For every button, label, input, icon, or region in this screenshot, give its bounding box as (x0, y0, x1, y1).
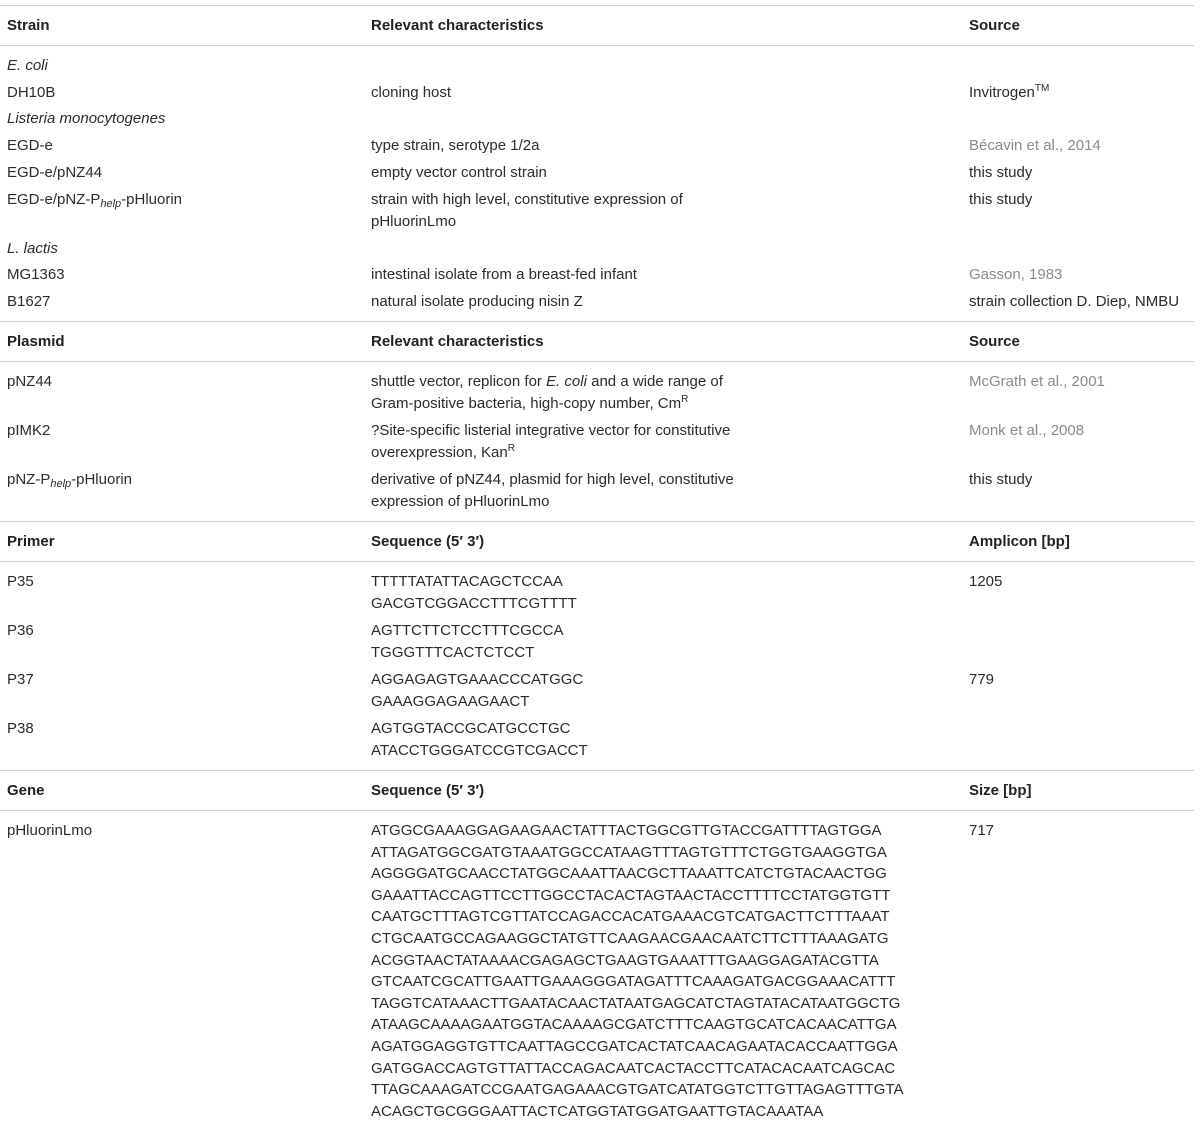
primer-sequence-line-1: TTTTTATATTACAGCTCCAA (371, 573, 563, 590)
name-sub: help (100, 198, 122, 210)
header-source: Source (969, 333, 1020, 350)
group-listeria: Listeria monocytogenes (7, 110, 166, 127)
strain-description: cloning host (371, 84, 452, 101)
reference-link[interactable]: Monk et al., 2008 (969, 422, 1085, 439)
rule (0, 521, 1194, 522)
primer-name: P36 (7, 622, 34, 639)
strain-description: empty vector control strain (371, 164, 547, 181)
strain-source: this study (969, 164, 1033, 181)
resistance-sup: R (681, 394, 689, 405)
sequence-line: GTCAATCGCATTGAATTGAAAGGGATAGATTTCAAAGATGACGGAAACATTT (371, 973, 896, 991)
header-plasmid: Plasmid (7, 333, 65, 350)
strain-description: intestinal isolate from a breast-fed infant (371, 266, 637, 283)
desc-text: Gram-positive bacteria, high-copy number, Cm (371, 395, 682, 412)
plasmid-source: this study (969, 471, 1033, 488)
header-sequence: Sequence (5′ 3′) (371, 533, 485, 550)
header-strain: Strain (7, 17, 50, 34)
sequence-line: TAGGTCATAAACTTGAATACAACTATAATGAGCATCTAGTATACATAATGGCTG (371, 994, 901, 1012)
plasmid-description-line-1 (371, 371, 723, 393)
strain-description-line-2: pHluorinLmo (371, 213, 457, 230)
rule (0, 561, 1194, 562)
reference-link[interactable]: McGrath et al., 2001 (969, 373, 1105, 390)
sequence-line: AGATGGAGGTGTTCAATTAGCCGATCACTATCAACAGAATACACCAATTGGA (371, 1037, 898, 1055)
header-source: Source (969, 17, 1020, 34)
sequence-line: GATGGACCAGTGTTATTACCAGACAATCACTACCTTCATACACAATCAGCAC (371, 1059, 896, 1077)
primer-name: P37 (7, 671, 34, 688)
strain-name: EGD-e/pNZ44 (7, 164, 103, 181)
plasmid-name (7, 469, 132, 491)
strain-name: MG1363 (7, 266, 65, 283)
gene-name: pHluorinLmo (7, 822, 93, 839)
primer-sequence-line-2: GAAAGGAGAAGAACT (371, 693, 530, 710)
sequence-line: TTAGCAAAGATCCGAATGAGAAACGTGATCATATGGTCTTGTTAGAGTTTGTA (371, 1081, 904, 1099)
primer-name: P35 (7, 573, 34, 590)
sequence-line: AGGGGATGCAACCTATGGCAAATTAACGCTTAAATTCATCTGTACAACTGG (371, 865, 887, 883)
header-relevant-characteristics: Relevant characteristics (371, 17, 544, 34)
header-relevant-characteristics: Relevant characteristics (371, 333, 544, 350)
primer-amplicon: 1205 (969, 573, 1003, 590)
primer-sequence-line-1: AGTGGTACCGCATGCCTGC (371, 720, 571, 737)
rule (0, 5, 1194, 6)
sequence-line: ACGGTAACTATAAAACGAGAGCTGAAGTGAAATTTGAAGGAGATACGTTA (371, 951, 879, 969)
sequence-line: CAATGCTTTAGTCGTTATCCAGACCACATGAAACGTCATGACTTCTTTAAAT (371, 908, 890, 926)
desc-post: and a wide range of (586, 373, 723, 390)
sequence-line: ATAAGCAAAAGAATGGTACAAAAGCGATCTTTCAAGTGCATCACAACATTGA (371, 1016, 897, 1034)
strain-source: strain collection D. Diep, NMBU (969, 293, 1180, 310)
rule (0, 361, 1194, 362)
sequence-line: ATTAGATGGCGATGTAAATGGCCATAAGTTTAGTGTTTCTGGTGAAGGTGA (371, 843, 887, 861)
header-size: Size [bp] (969, 782, 1032, 799)
primer-sequence-line-2: ATACCTGGGATCCGTCGACCT (371, 742, 588, 759)
header-amplicon: Amplicon [bp] (969, 533, 1070, 550)
group-ecoli: E. coli (7, 57, 48, 74)
group-lactis: L. lactis (7, 240, 58, 257)
plasmid-description-line-2: expression of pHluorinLmo (371, 493, 550, 510)
name-pre: EGD-e/pNZ-P (7, 191, 101, 208)
trademark-sup: TM (1034, 83, 1050, 94)
resistance-sup: R (507, 443, 515, 454)
name-post: -pHluorin (71, 471, 132, 488)
name-sub: help (50, 478, 72, 490)
plasmid-description-line-2 (371, 393, 688, 415)
rule (0, 770, 1194, 771)
sequence-line: ACAGCTGCGGGAATTACTCATGGTATGGATGAATTGTACAAATAA (371, 1102, 824, 1120)
name-post: -pHluorin (121, 191, 183, 208)
header-primer: Primer (7, 533, 55, 550)
strain-name: EGD-e (7, 137, 53, 154)
primer-amplicon: 779 (969, 671, 995, 688)
primer-sequence-line-1: AGTTCTTCTCCTTTCGCCA (371, 622, 564, 639)
source-text: Invitrogen (969, 84, 1035, 101)
strain-source: this study (969, 191, 1033, 208)
strain-name: DH10B (7, 84, 56, 101)
desc-ital: E. coli (546, 373, 587, 390)
plasmid-name: pNZ44 (7, 373, 53, 390)
desc-text: overexpression, Kan (371, 444, 508, 461)
sequence-line: GAAATTACCAGTTCCTTGGCCTACACTAGTAACTACCTTTTCCTATGGTGTT (371, 886, 891, 904)
rule (0, 321, 1194, 322)
gene-size: 717 (969, 822, 995, 839)
header-gene: Gene (7, 782, 45, 799)
plasmid-description-line-2 (371, 442, 515, 464)
reference-link[interactable]: Bécavin et al., 2014 (969, 137, 1101, 154)
primer-name: P38 (7, 720, 34, 737)
strain-name (7, 189, 182, 211)
header-sequence: Sequence (5′ 3′) (371, 782, 485, 799)
strain-source (969, 82, 1049, 104)
reference-link[interactable]: Gasson, 1983 (969, 266, 1063, 283)
plasmid-name: pIMK2 (7, 422, 51, 439)
strain-description: natural isolate producing nisin Z (371, 293, 583, 310)
strain-description-line-1: strain with high level, constitutive expression of (371, 191, 683, 208)
name-pre: pNZ-P (7, 471, 51, 488)
rule (0, 810, 1194, 811)
primer-sequence-line-1: AGGAGAGTGAAACCCATGGC (371, 671, 584, 688)
strain-name: B1627 (7, 293, 51, 310)
plasmid-description-line-1: derivative of pNZ44, plasmid for high level, constitutive (371, 471, 734, 488)
desc-pre: shuttle vector, replicon for (371, 373, 547, 390)
sequence-line: CTGCAATGCCAGAAGGCTATGTTCAAGAACGAACAATCTTCTTTAAAGATG (371, 929, 889, 947)
sequence-line: ATGGCGAAAGGAGAAGAACTATTTACTGGCGTTGTACCGATTTTAGTGGA (371, 822, 882, 839)
primer-sequence-line-2: TGGGTTTCACTCTCCT (371, 644, 535, 661)
strain-description: type strain, serotype 1/2a (371, 137, 540, 154)
primer-sequence-line-2: GACGTCGGACCTTTCGTTTT (371, 595, 577, 612)
plasmid-description-line-1: ?Site-specific listerial integrative vector for constitutive (371, 422, 731, 439)
rule (0, 45, 1194, 46)
gene-sequence (371, 820, 904, 1122)
